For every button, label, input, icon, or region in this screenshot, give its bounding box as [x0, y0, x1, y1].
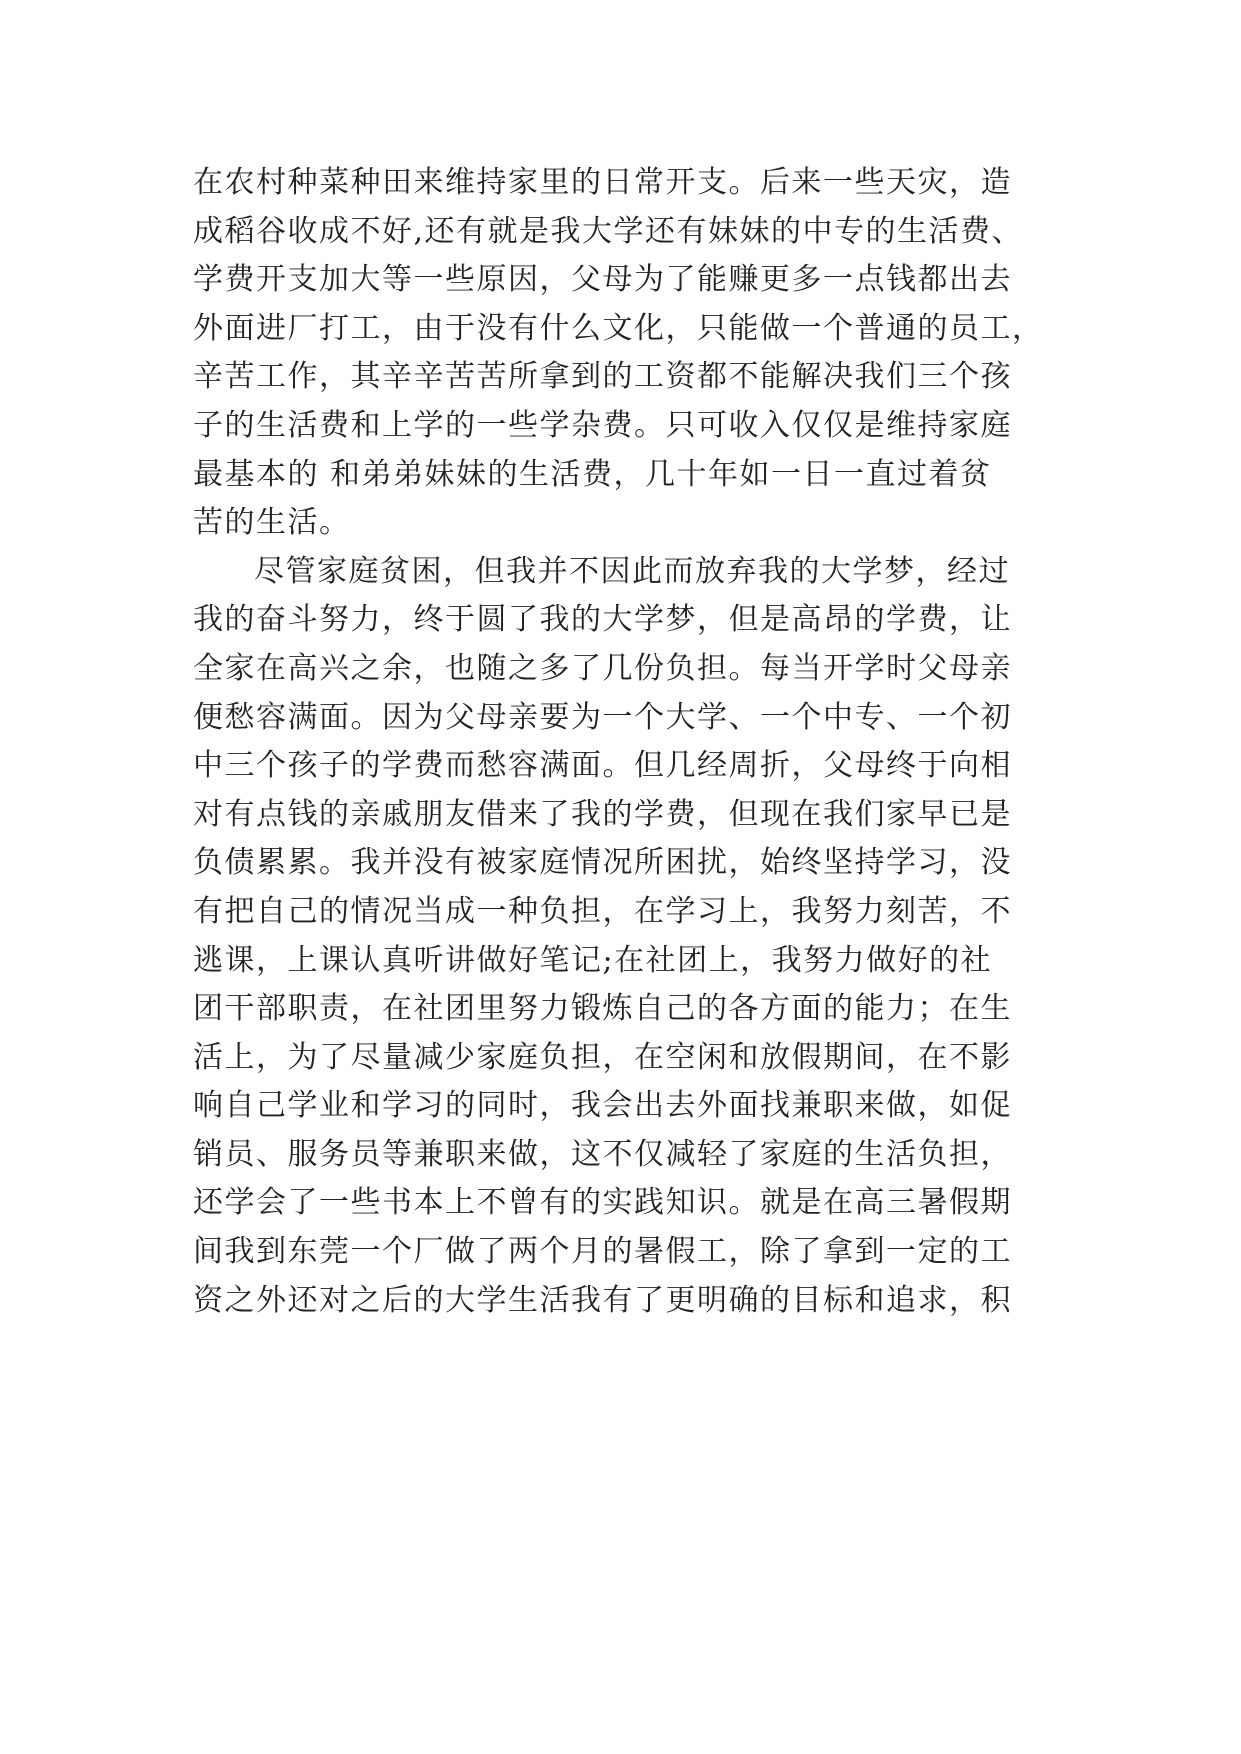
text-line: 全家在高兴之余，也随之多了几份负担。每当开学时父母亲 — [193, 650, 1012, 686]
text-line: 销员、服务员等兼职来做，这不仅减轻了家庭的生活负担， — [193, 1136, 1012, 1172]
text-line: 苦的生活。 — [193, 505, 351, 541]
text-line: 间我到东莞一个厂做了两个月的暑假工，除了拿到一定的工 — [193, 1234, 1012, 1270]
text-line: 辛苦工作，其辛辛苦苦所拿到的工资都不能解决我们三个孩 — [193, 359, 1012, 395]
text-line: 我的奋斗努力，终于圆了我的大学梦，但是高昂的学费，让 — [193, 602, 1012, 638]
text-line: 响自己学业和学习的同时，我会出去外面找兼职来做，如促 — [193, 1088, 1012, 1124]
text-line: 逃课，上课认真听讲做好笔记;在社团上，我努力做好的社 — [193, 942, 993, 978]
paragraph-start-line: 尽管家庭贫困，但我并不因此而放弃我的大学梦，经过 — [254, 553, 1010, 589]
text-line: 资之外还对之后的大学生活我有了更明确的目标和追求，积 — [193, 1282, 1012, 1318]
text-line: 活上，为了尽量减少家庭负担，在空闲和放假期间，在不影 — [193, 1039, 1012, 1075]
text-line: 便愁容满面。因为父母亲要为一个大学、一个中专、一个初 — [193, 699, 1012, 735]
text-line: 有把自己的情况当成一种负担，在学习上，我努力刻苦，不 — [193, 893, 1012, 929]
text-line: 最基本的 和弟弟妹妹的生活费，几十年如一日一直过着贫 — [193, 456, 992, 492]
text-line: 中三个孩子的学费而愁容满面。但几经周折，父母终于向相 — [193, 748, 1012, 784]
text-line: 团干部职责，在社团里努力锻炼自己的各方面的能力；在生 — [193, 991, 1012, 1027]
text-line: 子的生活费和上学的一些学杂费。只可收入仅仅是维持家庭 — [193, 407, 1012, 443]
text-line: 还学会了一些书本上不曾有的实践知识。就是在高三暑假期 — [193, 1185, 1012, 1221]
text-line: 对有点钱的亲戚朋友借来了我的学费，但现在我们家早已是 — [193, 796, 1012, 832]
text-line: 在农村种菜种田来维持家里的日常开支。后来一些天灾，造 — [193, 165, 1012, 200]
text-line: 外面进厂打工，由于没有什么文化，只能做一个普通的员工， — [193, 310, 1044, 346]
text-line: 学费开支加大等一些原因，父母为了能赚更多一点钱都出去 — [193, 262, 1012, 298]
text-line: 成稻谷收成不好,还有就是我大学还有妹妹的中专的生活费、 — [193, 213, 1024, 249]
text-line: 负债累累。我并没有被家庭情况所困扰，始终坚持学习，没 — [193, 845, 1012, 881]
body-text — [193, 159, 1093, 1325]
